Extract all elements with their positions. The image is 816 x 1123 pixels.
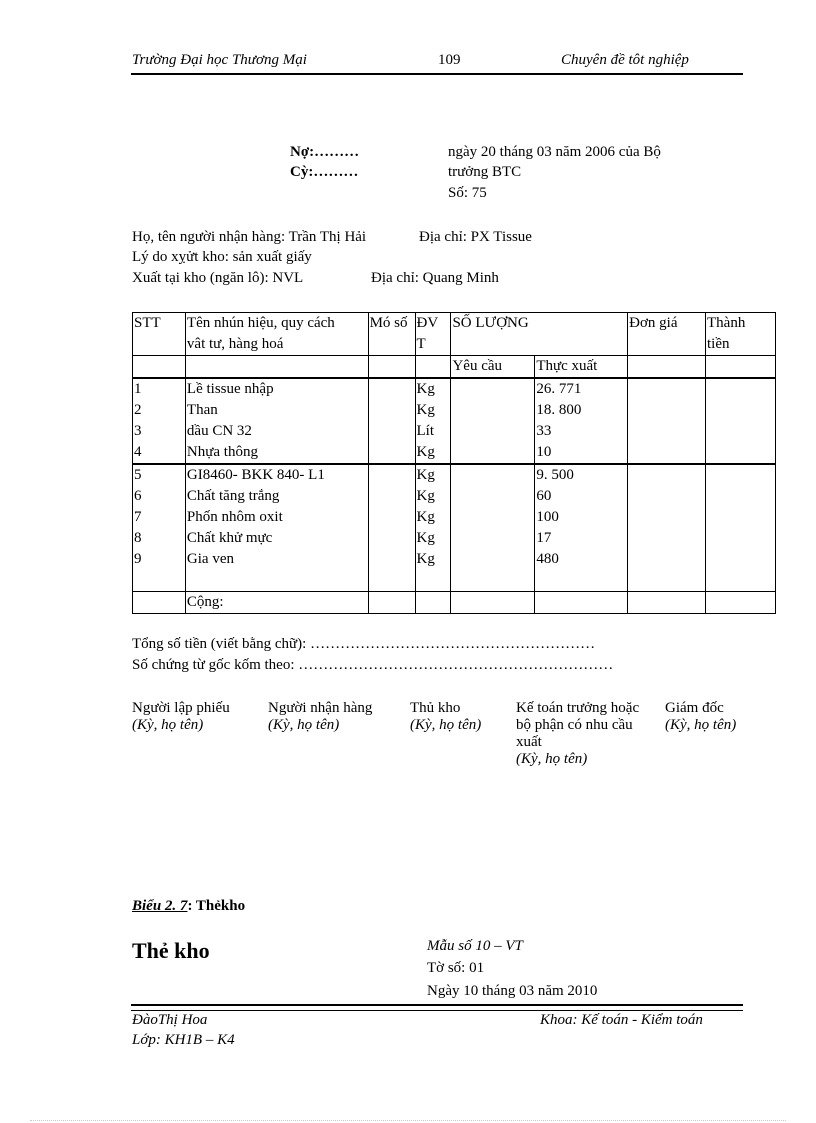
credit-label: Cỳ:……… — [290, 164, 359, 180]
signature-director: Giám đốc (Kỳ, họ tên) — [665, 700, 737, 733]
col-actual-header: Thực xuất — [535, 356, 628, 379]
decision-line1: ngày 20 tháng 03 năm 2006 của Bộ — [448, 144, 661, 160]
footer-author: ĐàoThị Hoa — [132, 1012, 208, 1028]
stock-card-date: Ngày 10 tháng 03 năm 2010 — [427, 983, 598, 999]
voucher-number: Số: 75 — [448, 185, 487, 201]
col-quantity-header: SỐ LƯỢNG — [451, 313, 628, 356]
header-rule — [131, 73, 743, 75]
col-stt-header: STT — [133, 313, 186, 356]
total-label: Cộng: — [185, 592, 368, 614]
footer-class: Lớp: KH1B – K4 — [132, 1032, 235, 1048]
col-name-header: Tên nhún hiệu, quy cách vât tư, hàng hoá — [185, 313, 368, 356]
signature-storekeeper: Thủ kho (Kỳ, họ tên) — [410, 700, 482, 733]
goods-table — [132, 312, 776, 614]
col-amount-header: Thành tiền — [706, 313, 776, 356]
debit-label: Nợ:……… — [290, 144, 360, 160]
header-doc-type: Chuyên đề tôt nghiệp — [561, 52, 689, 68]
stock-card-sheet: Tờ số: 01 — [427, 960, 485, 976]
table-subheader-row — [133, 356, 776, 379]
footer-faculty: Khoa: Kế toán - Kiểm toán — [540, 1012, 703, 1028]
amount-in-words: Tổng số tiền (viết bằng chữ): ………………………………………………… — [132, 636, 596, 652]
stock-card-title: Thẻ kho — [132, 938, 210, 963]
table-total-row — [133, 592, 776, 614]
stock-card-form: Mẫu số 10 – VT — [427, 938, 523, 954]
footer-rule — [131, 1004, 743, 1011]
page-bottom-dotted-line — [30, 1120, 786, 1121]
signature-receiver: Người nhận hàng (Kỳ, họ tên) — [268, 700, 373, 733]
table-header-row — [133, 313, 776, 356]
col-unit-header: ĐV T — [415, 313, 451, 356]
table-row-group-1: 1 2 3 4 Lề tissue nhập Than dầu CN 32 Nhựa thông Kg Kg Lít Kg 26. 771 18. 800 33 10 — [133, 378, 776, 464]
decision-line2: trưởng BTC — [448, 164, 522, 180]
signature-chief-accountant: Kế toán trưởng hoặc bộ phận có nhu cầu xuất (Kỳ, họ tên) — [516, 700, 640, 767]
warehouse-address: Địa chỉ: Quang Minh — [371, 270, 499, 286]
section-heading: Biểu 2. 7: Thẻkho — [132, 898, 246, 914]
col-price-header: Đơn giá — [628, 313, 706, 356]
issue-reason: Lý do xỵửt kho: sản xuất giấy — [132, 249, 312, 265]
receiver-address: Địa chỉ: PX Tissue — [419, 229, 532, 245]
receiver-name: Họ, tên người nhận hàng: Trần Thị Hải — [132, 229, 367, 245]
header-school: Trường Đại học Thương Mại — [132, 52, 307, 68]
attached-documents: Số chứng từ gốc kốm theo: ……………………………………………………… — [132, 657, 614, 673]
page-number: 109 — [438, 52, 461, 68]
table-row-group-2: 5 6 7 8 9 GI8460- BKK 840- L1 Chất tăng trắng Phốn nhôm oxit Chất khử mực Gia ven Kg Kg Kg Kg Kg 9. 500 60 100 17 480 — [133, 464, 776, 592]
col-code-header: Mó số — [368, 313, 415, 356]
issue-warehouse: Xuất tại kho (ngăn lô): NVL — [132, 270, 304, 286]
signature-preparer: Người lập phiếu (Kỳ, họ tên) — [132, 700, 230, 733]
col-requested-header: Yêu cầu — [451, 356, 535, 379]
